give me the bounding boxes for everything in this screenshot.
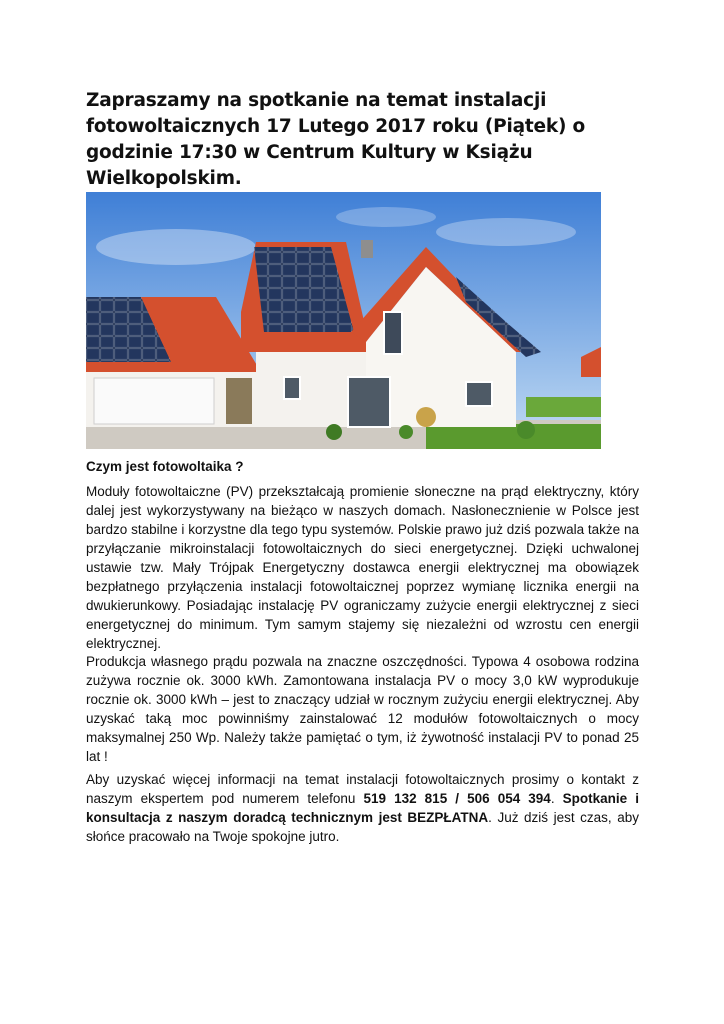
section-heading: Czym jest fotowoltaika ? <box>86 459 244 474</box>
free-consultation-note: Spotkanie i konsultacja z naszym doradcą technicznym jest BEZPŁATNA <box>86 791 639 825</box>
page-title: Zapraszamy na spotkanie na temat instalacji fotowoltaicznych 17 Lutego 2017 roku (Piątek) o godzinie 17:30 w Centrum Kultury w Książu Wielkopolskim. <box>86 90 586 189</box>
paragraph-2: Produkcja własnego prądu pozwala na znaczne oszczędności. Typowa 4 osobowa rodzina zużywa rocznie ok. 3000 kWh. Zamontowana instalacja PV o mocy 3,0 kW wyprodukuje rocznie ok. 3000 kWh – jest to znaczący udział w rocznym zużyciu energii elektrycznej. Aby uzyskać taką moc powinniśmy zainstalować 12 modułów fotowoltaicznych o mocy maksymalnej 250 Wp. Należy także pamiętać o tym, iż żywotność instalacji PV to ponad 25 lat ! <box>86 654 639 764</box>
paragraph-3-intro: Aby uzyskać więcej informacji na temat instalacji fotowoltaicznych prosimy o kontakt z naszym ekspertem pod numerem telefonu <box>86 772 639 806</box>
paragraph-3-separator: . <box>550 791 563 806</box>
phone-numbers: 519 132 815 / 506 054 394 <box>363 791 551 806</box>
paragraph-3 <box>86 770 639 846</box>
paragraph-1: Moduły fotowoltaiczne (PV) przekształcają promienie słoneczne na prąd elektryczny, który dalej jest wykorzystywany na bieżąco w naszych domach. Nasłonecznienie w Polsce jest bardzo stabilne i korzystne dla tego typu systemów. Polskie prawo już dziś pozwala także na przyłączanie mikroinstalacji fotowoltaicznych do sieci energetycznej. Dzięki uchwalonej ustawie tzw. Mały Trójpak Energetyczny dostawca energii elektrycznej ma obowiązek bezpłatnego przyłączenia instalacji fotowoltaicznej poprzez wymianę licznika energii na dwukierunkowy. Posiadając instalację PV ograniczamy zużycie energii elektrycznej z sieci energetycznej do minimum. Tym samym stajemy się niezależni od wzrostu cen energii elektrycznej. <box>86 484 639 651</box>
solar-house-photo <box>86 192 601 449</box>
paragraph-3-end: . Już dziś jest czas, aby słońce pracowało na Twoje spokojne jutro. <box>86 810 639 844</box>
